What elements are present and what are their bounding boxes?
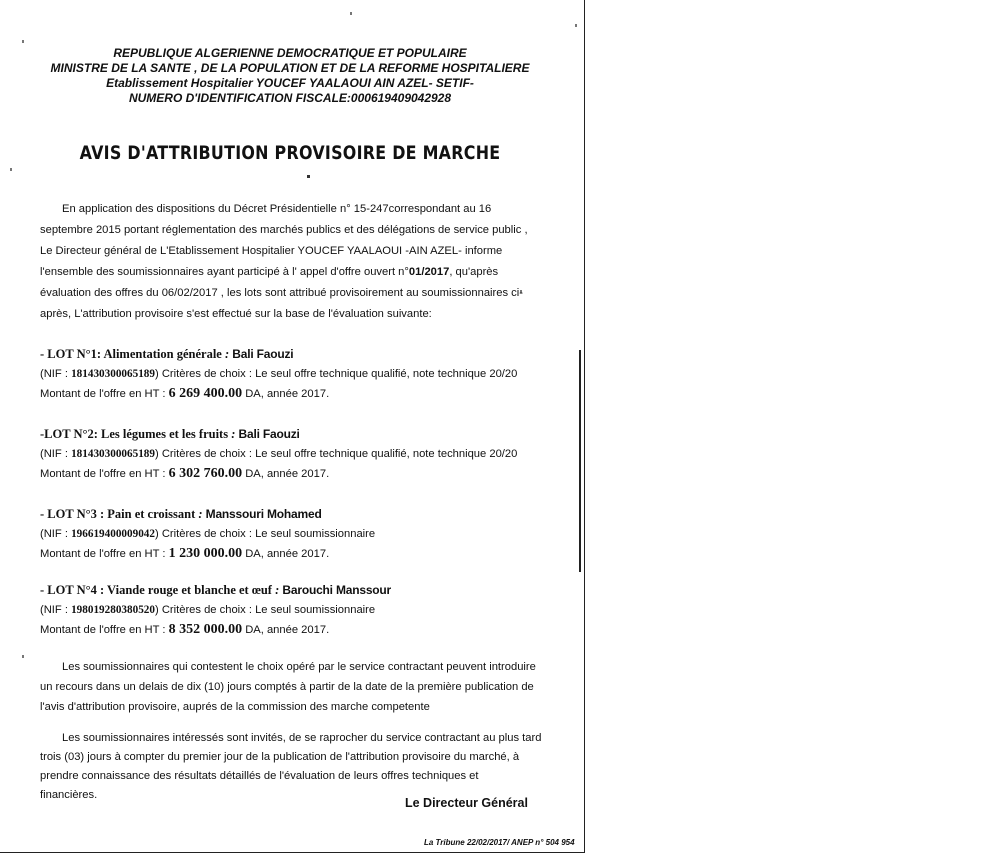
header-tax-id: NUMERO D'IDENTIFICATION FISCALE:000619409042928 bbox=[128, 91, 452, 105]
lot-amount: 1 230 000.00 bbox=[168, 546, 243, 561]
lot-title bbox=[40, 580, 560, 600]
lot-amount: 6 269 400.00 bbox=[168, 386, 243, 401]
nif-number: 196619400009042 bbox=[71, 528, 155, 540]
intro-line: après, L'attribution provisoire s'est effectué sur la base de l'évaluation suivante: bbox=[40, 308, 432, 320]
lot-amount: 6 302 760.00 bbox=[168, 466, 243, 481]
lot-winner: Manssouri Mohamed bbox=[205, 507, 322, 521]
amount-suffix: DA, année 2017. bbox=[242, 624, 330, 636]
invitation-paragraph bbox=[40, 729, 555, 805]
lot-1 bbox=[40, 344, 560, 404]
intro-paragraph bbox=[40, 199, 555, 325]
nif-number: 181430300065189 bbox=[71, 368, 155, 380]
nif-number: 198019280380520 bbox=[71, 604, 155, 616]
nif-number: 181430300065189 bbox=[71, 448, 155, 460]
amount-label: Montant de l'offre en HT : bbox=[40, 624, 169, 636]
intro-line: septembre 2015 portant réglementation des marchés publics et des délégations de service public , bbox=[40, 224, 528, 236]
scan-speck bbox=[575, 24, 577, 27]
lot-nif-line bbox=[40, 524, 560, 544]
amount-label: Montant de l'offre en HT : bbox=[40, 468, 169, 480]
lot-separator: : bbox=[221, 347, 233, 361]
header-republic: REPUBLIQUE ALGERIENNE DEMOCRATIQUE ET POPULAIRE bbox=[113, 46, 467, 60]
tender-number: 01/2017 bbox=[408, 266, 450, 278]
lot-title bbox=[40, 344, 560, 364]
invitation-line: financières. bbox=[40, 789, 98, 801]
nif-label: (NIF : bbox=[40, 368, 72, 380]
lot-amount-line bbox=[40, 464, 560, 484]
invitation-line: Les soumissionnaires intéressés sont invités, de se raprocher du service contractant au plus tard bbox=[62, 732, 542, 744]
lot-4 bbox=[40, 580, 560, 640]
scan-speck bbox=[22, 655, 24, 658]
scan-speck bbox=[10, 168, 12, 171]
intro-line: évaluation des offres du 06/02/2017 , les lots sont attribué provisoirement au soumissionnaires ci- bbox=[40, 287, 523, 299]
nif-label: (NIF : bbox=[40, 528, 72, 540]
amount-suffix: DA, année 2017. bbox=[242, 468, 330, 480]
lot-amount-line bbox=[40, 620, 560, 640]
amount-suffix: DA, année 2017. bbox=[242, 548, 330, 560]
lot-separator: : bbox=[195, 507, 206, 521]
document-header bbox=[30, 46, 550, 106]
lot-criteria: ) Critères de choix : Le seul soumissionnaire bbox=[154, 604, 376, 616]
amount-suffix: DA, année 2017. bbox=[242, 388, 330, 400]
invitation-line: trois (03) jours à compter du premier jour de la publication de l'attribution provisoire du marché, à bbox=[40, 751, 520, 763]
header-ministry: MINISTRE DE LA SANTE , DE LA POPULATION ET DE LA REFORME HOSPITALIERE bbox=[50, 61, 530, 75]
intro-line: Le Directeur général de L'Etablissement Hospitalier YOUCEF YAALAOUI -AIN AZEL- informe bbox=[40, 245, 503, 257]
lot-title bbox=[40, 424, 560, 444]
appeal-paragraph bbox=[40, 657, 555, 717]
amount-label: Montant de l'offre en HT : bbox=[40, 388, 169, 400]
lot-separator: : bbox=[271, 583, 283, 597]
lot-label: -LOT N°2: Les légumes et les fruits bbox=[40, 427, 229, 441]
nif-label: (NIF : bbox=[40, 448, 72, 460]
header-establishment: Etablissement Hospitalier YOUCEF YAALAOUI AIN AZEL- SETIF- bbox=[106, 76, 474, 90]
lot-title bbox=[40, 504, 560, 524]
appeal-line: un recours dans un delais de dix (10) jours comptés à partir de la date de la première publication de bbox=[40, 681, 534, 693]
intro-line: En application des dispositions du Décret Présidentielle n° 15-247correspondant au 16 bbox=[62, 203, 492, 215]
signature: Le Directeur Général bbox=[405, 796, 528, 810]
appeal-line: l'avis d'attribution provisoire, auprés de la commission des marche competente bbox=[40, 701, 430, 713]
lot-winner: Bali Faouzi bbox=[238, 427, 300, 441]
publication-footer: La Tribune 22/02/2017/ ANEP n° 504 954 bbox=[424, 838, 575, 847]
lot-amount: 8 352 000.00 bbox=[168, 622, 243, 637]
notice-title: AVIS D'ATTRIBUTION PROVISOIRE DE MARCHE bbox=[79, 143, 501, 164]
lot-nif-line bbox=[40, 364, 560, 384]
lot-winner: Barouchi Manssour bbox=[282, 583, 392, 597]
scan-speck bbox=[350, 12, 352, 15]
lot-2 bbox=[40, 424, 560, 484]
intro-text: l'ensemble des soumissionnaires ayant participé à l' appel d'offre ouvert n° bbox=[40, 266, 409, 278]
lot-amount-line bbox=[40, 384, 560, 404]
lot-criteria: ) Critères de choix : Le seul offre technique qualifié, note technique 20/20 bbox=[154, 448, 518, 460]
appeal-line: Les soumissionnaires qui contestent le choix opéré par le service contractant peuvent introduire bbox=[62, 661, 536, 673]
lot-nif-line bbox=[40, 444, 560, 464]
lot-amount-line bbox=[40, 544, 560, 564]
lot-criteria: ) Critères de choix : Le seul offre technique qualifié, note technique 20/20 bbox=[154, 368, 518, 380]
lot-label: - LOT N°1: Alimentation générale bbox=[40, 347, 222, 361]
lot-label: - LOT N°3 : Pain et croissant bbox=[40, 507, 196, 521]
lot-3 bbox=[40, 504, 560, 564]
intro-line bbox=[40, 262, 555, 283]
lot-label: - LOT N°4 : Viande rouge et blanche et œuf bbox=[40, 583, 272, 597]
nif-label: (NIF : bbox=[40, 604, 72, 616]
intro-text: , qu'après bbox=[449, 266, 499, 278]
lot-winner: Bali Faouzi bbox=[232, 347, 294, 361]
invitation-line: prendre connaissance des résultats détaillés de l'évaluation de leurs offres techniques et bbox=[40, 770, 479, 782]
title-dot bbox=[307, 175, 310, 178]
scan-speck bbox=[22, 40, 24, 43]
lot-nif-line bbox=[40, 600, 560, 620]
amount-label: Montant de l'offre en HT : bbox=[40, 548, 169, 560]
scan-edge-mark bbox=[579, 350, 581, 572]
lot-separator: : bbox=[228, 427, 239, 441]
lot-criteria: ) Critères de choix : Le seul soumissionnaire bbox=[154, 528, 376, 540]
